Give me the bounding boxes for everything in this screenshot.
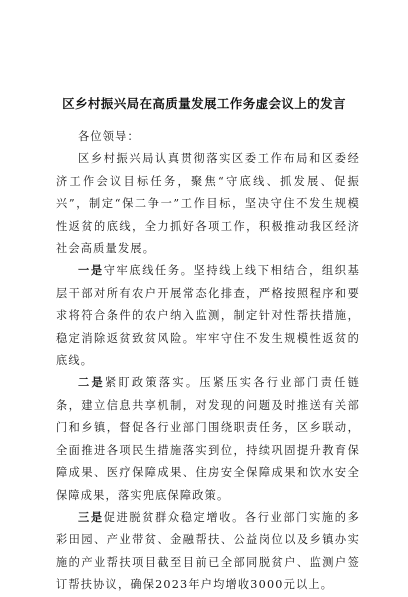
paragraph-lead: 三是	[78, 510, 104, 524]
paragraph-one	[56, 260, 360, 372]
document-title: 区乡村振兴局在高质量发展工作务虚会议上的发言	[62, 96, 346, 111]
salutation: 各位领导：	[78, 130, 140, 143]
document-body	[56, 126, 360, 597]
paragraph-three	[56, 507, 360, 597]
paragraph-text: 区乡村振兴局认真贯彻落实区委工作布局和区委经济工作会议目标任务，聚焦“守底线、抓发展、促振兴”，制定“保二争一”工作目标，坚决守住不发生规模性返贫的底线，全力抓好各项工作，积极推动我区经济社会高质量发展。	[56, 152, 360, 256]
paragraph-intro	[56, 148, 360, 260]
paragraph-text: 紧盯政策落实。压紧压实各行业部门责任链条，建立信息共享机制，对发现的问题及时推送有关部门和乡镇，督促各行业部门围绕职责任务，区乡联动，全面推进各项民生措施落实到位，持续巩固提升教育保障成果、医疗保障成果、住房安全保障成果和饮水安全保障成果，落实兜底保障政策。	[56, 376, 360, 502]
paragraph-two	[56, 372, 360, 506]
paragraph-lead: 一是	[78, 264, 104, 278]
paragraph-lead: 二是	[78, 376, 105, 390]
paragraph-text: 守牢底线任务。坚持线上线下相结合，组织基层干部对所有农户开展常态化排查，严格按照程序和要求将符合条件的农户纳入监测，制定针对性帮扶措施，稳定消除返贫致贫风险。牢牢守住不发生规模性返贫的底线。	[56, 264, 360, 368]
paragraph-text: 促进脱贫群众稳定增收。各行业部门实施的多彩田园、产业带贫、金融帮扶、公益岗位以及乡镇办实施的产业帮扶项目截至目前已全部同脱贫户、监测户签订帮扶协议，确保2023年户均增收3000元以上。	[56, 510, 360, 592]
